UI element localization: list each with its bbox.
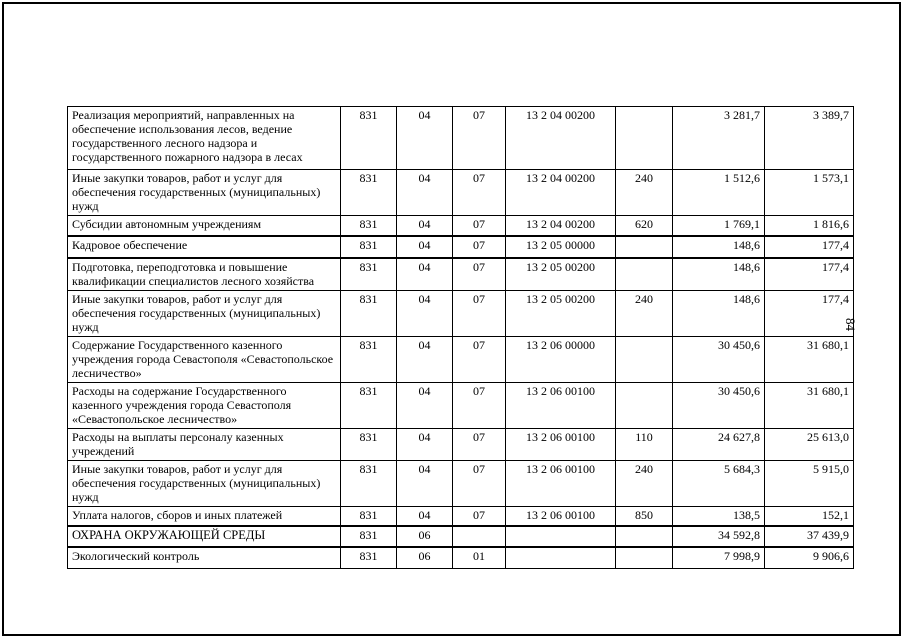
amount-2: 1 816,6 <box>765 216 854 236</box>
section-code: 04 <box>397 428 453 460</box>
target-article-code: 13 2 05 00200 <box>506 290 616 336</box>
table-row <box>68 258 854 291</box>
target-article-code: 13 2 06 00100 <box>506 428 616 460</box>
row-name: Расходы на содержание Государственного казенного учреждения города Севастополя «Севастопольское лесничество» <box>68 382 341 428</box>
row-name: Подготовка, переподготовка и повышение квалификации специалистов лесного хозяйства <box>68 258 341 291</box>
table-row <box>68 526 854 547</box>
table-row <box>68 170 854 216</box>
row-name: ОХРАНА ОКРУЖАЮЩЕЙ СРЕДЫ <box>68 526 341 547</box>
expense-type-code <box>616 526 673 547</box>
section-code: 04 <box>397 216 453 236</box>
expense-type-code <box>616 107 673 170</box>
table-row <box>68 107 854 170</box>
row-name: Кадровое обеспечение <box>68 236 341 258</box>
amount-1: 24 627,8 <box>673 428 765 460</box>
target-article-code: 13 2 04 00200 <box>506 170 616 216</box>
amount-1: 3 281,7 <box>673 107 765 170</box>
table-row <box>68 336 854 382</box>
target-article-code: 13 2 06 00100 <box>506 382 616 428</box>
section-code: 04 <box>397 506 453 526</box>
target-article-code <box>506 547 616 568</box>
amount-1: 138,5 <box>673 506 765 526</box>
subsection-code: 07 <box>453 236 506 258</box>
row-name: Экологический контроль <box>68 547 341 568</box>
amount-2: 177,4 <box>765 258 854 291</box>
ministry-code: 831 <box>341 258 397 291</box>
target-article-code: 13 2 06 00100 <box>506 460 616 506</box>
ministry-code: 831 <box>341 216 397 236</box>
section-code: 04 <box>397 290 453 336</box>
row-name: Иные закупки товаров, работ и услуг для обеспечения государственных (муниципальных) нужд <box>68 460 341 506</box>
target-article-code: 13 2 06 00100 <box>506 506 616 526</box>
expense-type-code <box>616 236 673 258</box>
budget-table <box>67 106 854 569</box>
ministry-code: 831 <box>341 382 397 428</box>
target-article-code: 13 2 04 00200 <box>506 216 616 236</box>
subsection-code: 07 <box>453 290 506 336</box>
row-name: Иные закупки товаров, работ и услуг для обеспечения государственных (муниципальных) нужд <box>68 290 341 336</box>
ministry-code: 831 <box>341 526 397 547</box>
section-code: 04 <box>397 236 453 258</box>
table-row <box>68 236 854 258</box>
subsection-code <box>453 526 506 547</box>
ministry-code: 831 <box>341 460 397 506</box>
budget-table-container <box>67 106 854 569</box>
subsection-code: 07 <box>453 506 506 526</box>
amount-2: 1 573,1 <box>765 170 854 216</box>
amount-1: 30 450,6 <box>673 336 765 382</box>
amount-1: 34 592,8 <box>673 526 765 547</box>
expense-type-code: 110 <box>616 428 673 460</box>
subsection-code: 07 <box>453 336 506 382</box>
subsection-code: 07 <box>453 382 506 428</box>
row-name: Содержание Государственного казенного учреждения города Севастополя «Севастопольское лесничество» <box>68 336 341 382</box>
row-name: Расходы на выплаты персоналу казенных учреждений <box>68 428 341 460</box>
subsection-code: 07 <box>453 460 506 506</box>
ministry-code: 831 <box>341 547 397 568</box>
expense-type-code: 240 <box>616 290 673 336</box>
subsection-code: 01 <box>453 547 506 568</box>
amount-1: 5 684,3 <box>673 460 765 506</box>
target-article-code: 13 2 05 00200 <box>506 258 616 291</box>
expense-type-code: 620 <box>616 216 673 236</box>
table-row <box>68 506 854 526</box>
amount-1: 1 769,1 <box>673 216 765 236</box>
expense-type-code: 240 <box>616 460 673 506</box>
amount-2: 31 680,1 <box>765 382 854 428</box>
amount-2: 9 906,6 <box>765 547 854 568</box>
row-name: Субсидии автономным учреждениям <box>68 216 341 236</box>
table-row <box>68 547 854 568</box>
row-name: Реализация мероприятий, направленных на обеспечение использования лесов, ведение государственного лесного надзора и государственного пожарного надзора в лесах <box>68 107 341 170</box>
amount-2: 177,4 <box>765 290 854 336</box>
amount-2: 3 389,7 <box>765 107 854 170</box>
subsection-code: 07 <box>453 216 506 236</box>
amount-2: 5 915,0 <box>765 460 854 506</box>
ministry-code: 831 <box>341 428 397 460</box>
section-code: 04 <box>397 170 453 216</box>
subsection-code: 07 <box>453 258 506 291</box>
section-code: 06 <box>397 526 453 547</box>
amount-1: 148,6 <box>673 236 765 258</box>
table-row <box>68 460 854 506</box>
ministry-code: 831 <box>341 506 397 526</box>
expense-type-code <box>616 336 673 382</box>
table-row <box>68 290 854 336</box>
row-name: Уплата налогов, сборов и иных платежей <box>68 506 341 526</box>
section-code: 04 <box>397 258 453 291</box>
section-code: 04 <box>397 460 453 506</box>
amount-1: 30 450,6 <box>673 382 765 428</box>
target-article-code <box>506 526 616 547</box>
amount-1: 1 512,6 <box>673 170 765 216</box>
section-code: 06 <box>397 547 453 568</box>
section-code: 04 <box>397 382 453 428</box>
table-row <box>68 216 854 236</box>
expense-type-code: 240 <box>616 170 673 216</box>
ministry-code: 831 <box>341 290 397 336</box>
amount-2: 37 439,9 <box>765 526 854 547</box>
amount-2: 177,4 <box>765 236 854 258</box>
expense-type-code: 850 <box>616 506 673 526</box>
row-name: Иные закупки товаров, работ и услуг для обеспечения государственных (муниципальных) нужд <box>68 170 341 216</box>
amount-2: 25 613,0 <box>765 428 854 460</box>
amount-2: 152,1 <box>765 506 854 526</box>
ministry-code: 831 <box>341 236 397 258</box>
table-row <box>68 428 854 460</box>
target-article-code: 13 2 06 00000 <box>506 336 616 382</box>
page-number: 84 <box>843 318 858 331</box>
section-code: 04 <box>397 107 453 170</box>
expense-type-code <box>616 258 673 291</box>
target-article-code: 13 2 05 00000 <box>506 236 616 258</box>
amount-1: 148,6 <box>673 258 765 291</box>
section-code: 04 <box>397 336 453 382</box>
expense-type-code <box>616 547 673 568</box>
amount-2: 31 680,1 <box>765 336 854 382</box>
subsection-code: 07 <box>453 107 506 170</box>
subsection-code: 07 <box>453 170 506 216</box>
table-row <box>68 382 854 428</box>
expense-type-code <box>616 382 673 428</box>
amount-1: 148,6 <box>673 290 765 336</box>
target-article-code: 13 2 04 00200 <box>506 107 616 170</box>
ministry-code: 831 <box>341 170 397 216</box>
subsection-code: 07 <box>453 428 506 460</box>
ministry-code: 831 <box>341 336 397 382</box>
amount-1: 7 998,9 <box>673 547 765 568</box>
ministry-code: 831 <box>341 107 397 170</box>
